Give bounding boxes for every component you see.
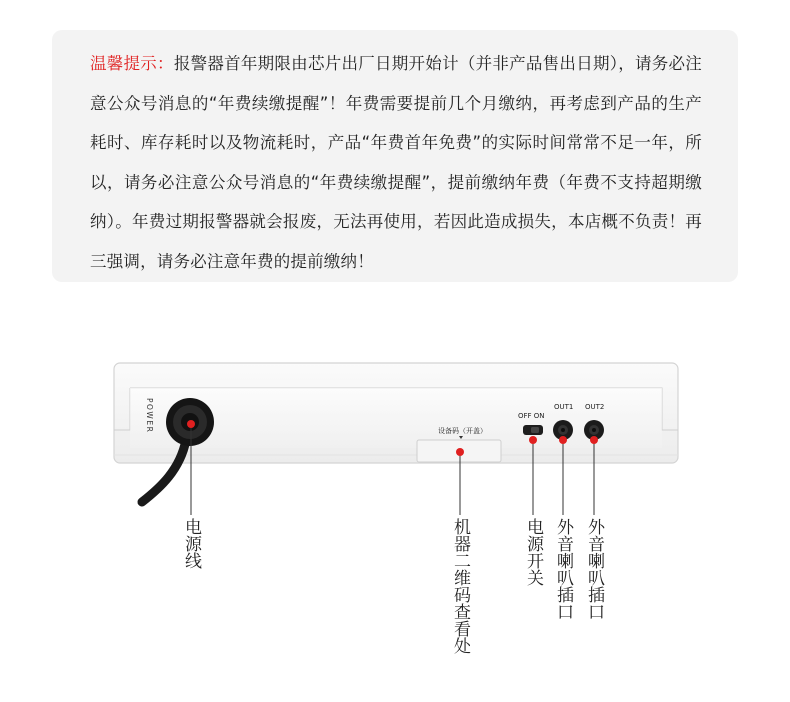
switch-label: OFF ON [518,412,545,420]
callout-qr-view: 机器二维码查看处 [450,518,470,654]
callout-power-cable: 电源线 [181,518,201,569]
power-text: POWER [145,398,154,434]
callout-power-switch: 电源开关 [523,518,543,586]
notice-body: 报警器首年期限由芯片出厂日期开始计（并非产品售出日期），请务必注意公众号消息的“年费续缴提醒”！年费需要提前几个月缴纳，再考虑到产品的生产耗时、库存耗时以及物流耗时，产品“年费首年免费”的实际时间常常不足一年，所以，请务必注意公众号消息的“年费续缴提醒”，提前缴纳年费（年费不支持超期缴纳）。年费过期报警器就会报废，无法再使用，若因此造成损失，本店概不负责！再三强调，请务必注意年费的提前缴纳！ [90,54,702,271]
qr-slot-label: 设备码（开盖） [438,427,487,435]
out2-label: OUT2 [585,403,605,411]
out1-label: OUT1 [554,403,574,411]
callout-speaker-jack-2: 外音喇叭插口 [584,518,604,620]
callout-speaker-jack-1: 外音喇叭插口 [553,518,573,620]
notice-label: 温馨提示： [90,54,174,73]
